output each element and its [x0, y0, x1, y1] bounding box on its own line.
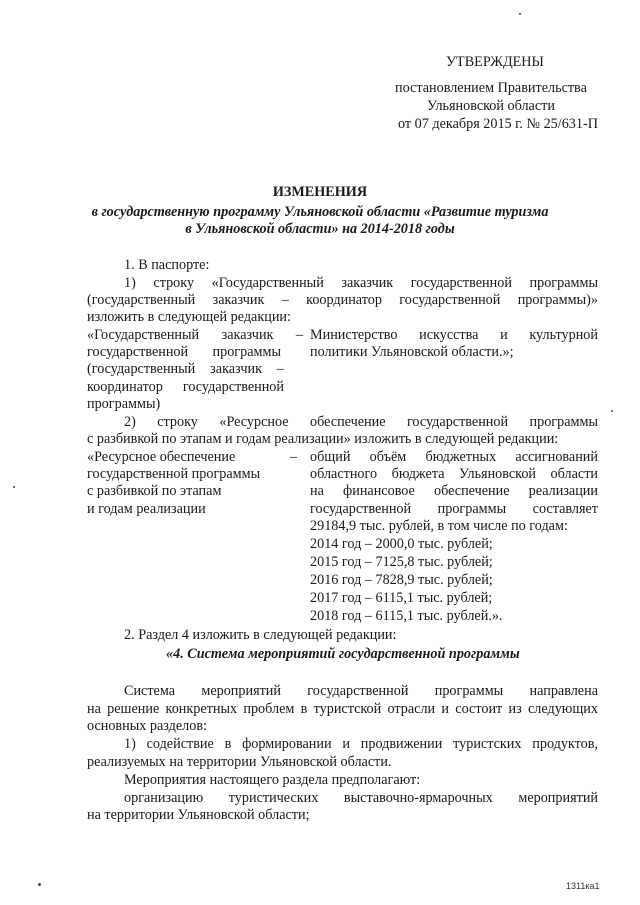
paragraph-item1-line2: реализуемых на территории Ульяновской области.	[87, 754, 392, 770]
paragraph-system-line1: Система мероприятий государственной программы направлена	[124, 683, 598, 699]
table2-year-2014: 2014 год – 2000,0 тыс. рублей;	[310, 536, 493, 552]
table2-right-line-5: 29184,9 тыс. рублей, в том числе по годам:	[310, 518, 568, 534]
table2-left-line-1: «Ресурсное обеспечение	[87, 449, 236, 465]
scan-speck	[611, 410, 613, 412]
approval-line-2: Ульяновской области	[427, 98, 555, 114]
table1-left-line-2: государственной программы	[87, 344, 281, 360]
paragraph-item1-line1: 1) содействие в формировании и продвижении туристских продуктов,	[124, 736, 598, 752]
table2-left-line-3: с разбивкой по этапам	[87, 483, 222, 499]
table2-left-line-2: государственной программы	[87, 466, 261, 482]
table2-year-2017: 2017 год – 6115,1 тыс. рублей;	[310, 590, 493, 606]
table2-right-line-1: общий объём бюджетных ассигнований	[310, 449, 598, 465]
footer-code: 1311ка1	[566, 881, 600, 891]
scan-speck	[13, 486, 15, 488]
document-title: ИЗМЕНЕНИЯ	[272, 184, 368, 200]
table1-left-line-1: «Государственный заказчик –	[87, 327, 303, 343]
table2-right-line-3: на финансовое обеспечение реализации	[310, 483, 598, 499]
paragraph-row2-line2: с разбивкой по этапам и годам реализации» изложить в следующей редакции:	[87, 431, 559, 447]
paragraph-row1-line3: изложить в следующей редакции:	[87, 309, 291, 325]
table1-left-line-5: программы)	[87, 396, 161, 412]
document-subtitle-1: в государственную программу Ульяновской области «Развитие туризма	[91, 204, 549, 220]
paragraph-org-line2: на территории Ульяновской области;	[87, 807, 310, 823]
paragraph-passport: 1. В паспорте:	[124, 257, 210, 273]
paragraph-row1-line2: (государственный заказчик – координатор государственной программы)»	[87, 292, 598, 308]
table2-dash: –	[290, 449, 298, 465]
document-subtitle-2: в Ульяновской области» на 2014-2018 годы	[185, 221, 455, 237]
table2-year-2018: 2018 год – 6115,1 тыс. рублей.».	[310, 608, 503, 624]
table2-right-line-4: государственной программы составляет	[310, 501, 598, 517]
table2-year-2015: 2015 год – 7125,8 тыс. рублей;	[310, 554, 493, 570]
section-title: «4. Система мероприятий государственной программы	[166, 646, 520, 662]
paragraph-org-line1: организацию туристических выставочно-ярмарочных мероприятий	[124, 790, 598, 806]
paragraph-measures: Мероприятия настоящего раздела предполагают:	[124, 772, 421, 788]
table1-left-line-3: (государственный заказчик –	[87, 361, 284, 377]
table2-left-line-4: и годам реализации	[87, 501, 206, 517]
scan-speck	[519, 13, 521, 15]
paragraph-section4: 2. Раздел 4 изложить в следующей редакции:	[124, 627, 397, 643]
table2-year-2016: 2016 год – 7828,9 тыс. рублей;	[310, 572, 493, 588]
approval-line-3: от 07 декабря 2015 г. № 25/631-П	[398, 116, 598, 132]
approval-line-1: постановлением Правительства	[395, 80, 587, 96]
table1-right-line-2: политики Ульяновской области.»;	[310, 344, 514, 360]
paragraph-system-line3: основных разделов:	[87, 718, 207, 734]
approval-title: УТВЕРЖДЕНЫ	[446, 54, 544, 70]
paragraph-row2-line1: 2) строку «Ресурсное обеспечение государственной программы	[124, 414, 598, 430]
table2-right-line-2: областного бюджета Ульяновской области	[310, 466, 598, 482]
paragraph-row1-line1: 1) строку «Государственный заказчик государственной программы	[124, 275, 598, 291]
paragraph-system-line2: на решение конкретных проблем в туристской отрасли и состоит из следующих	[87, 701, 598, 717]
table1-right-line-1: Министерство искусства и культурной	[310, 327, 598, 343]
scan-speck	[38, 883, 41, 886]
table1-left-line-4: координатор государственной	[87, 379, 284, 395]
